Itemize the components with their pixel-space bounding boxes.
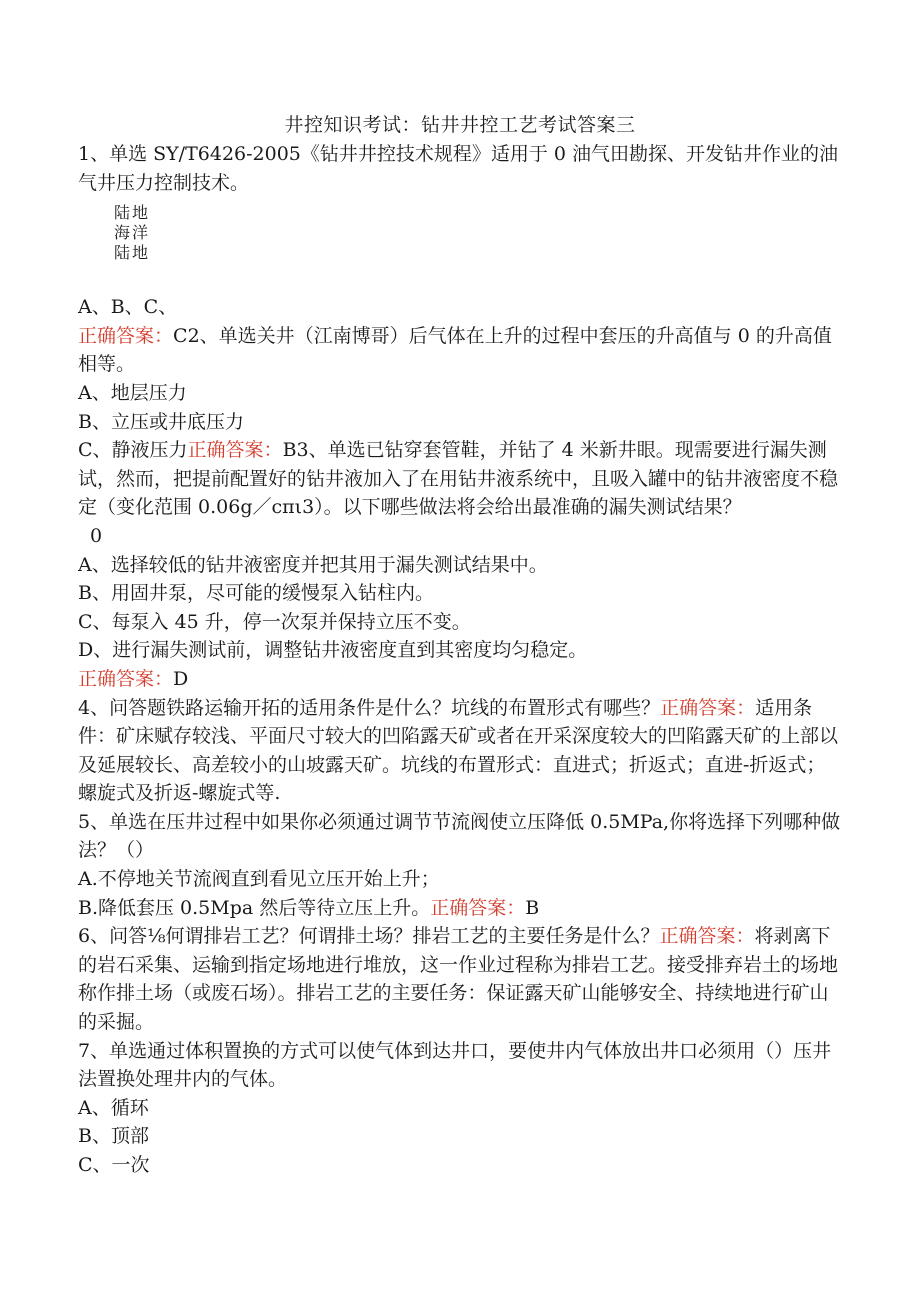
question-5-text: 5、单选在压井过程中如果你必须通过调节节流阀使立压降低 0.5MPa,你将选择下列哪种做法？（） (78, 810, 841, 862)
answer-label: 正确答案： (659, 925, 755, 948)
question-5-last-option-line (78, 894, 844, 923)
question-1-answer-line (78, 322, 844, 379)
answer-value: B (282, 439, 297, 462)
answer-label: 正确答案： (78, 324, 174, 347)
option: B.降低套压 0.5Mpa 然后等待立压上升。 (78, 896, 431, 919)
option: B、立压或井底压力 (78, 410, 244, 433)
option: A、循环 (78, 1096, 149, 1119)
answer-value: 将剥离下的岩石采集、运输到指定场地进行堆放，这一作业过程称为排岩工艺。接受排弃岩土的场地称作排土场（或废石场）。排岩工艺的主要任务：保证露天矿山能够安全、持续地进行矿山的采掘。 (78, 925, 839, 1034)
question-1-text: 1、单选 SY/T6426-2005《钻井井控技术规程》适用于 0 油气田勘探、开发钻井作业的油气井压力控制技术。 (78, 143, 839, 194)
image-option-label: 陆地 (114, 203, 151, 223)
answer-value: D (173, 667, 189, 690)
question-3-answer-line (78, 665, 844, 694)
option: B、顶部 (78, 1125, 149, 1148)
question-6-paragraph (78, 922, 844, 1036)
question-7-text: 7、单选通过体积置换的方式可以使气体到达井口，要使井内气体放出井口必须用（）压井法置换处理井内的气体。 (78, 1039, 832, 1091)
question-3-text: 3、单选已钻穿套管鞋，并钻了 4 米新井眼。现需要进行漏失测试，然而，把提前配置好的钻井液加入了在用钻井液系统中，且吸入罐中的钻井液密度不稳定（变化范围 0.06g／cπι3）。以下哪些做法将会给出最准确的漏失测试结果？ (78, 439, 839, 519)
option: C、每泵入 45 升，停一次泵并保持立压不变。 (78, 610, 471, 633)
question-4-paragraph (78, 694, 844, 808)
answer-label: 正确答案： (430, 896, 526, 919)
answer-value: B (525, 896, 540, 919)
image-option-label: 海洋 (114, 223, 151, 243)
document-body (78, 140, 844, 1180)
option: D、进行漏失测试前，调整钻井液密度直到其密度均匀稳定。 (78, 639, 588, 662)
question-1-image-options (114, 203, 844, 263)
question-2-text: 2、单选关井（江南博哥）后气体在上升的过程中套压的升高值与 0 的升高值相等。 (78, 324, 832, 376)
question-1-choices: A、B、C、 (78, 296, 178, 319)
option: A.不停地关节流阀直到看见立压开始上升； (78, 868, 440, 891)
image-option-label: 陆地 (114, 243, 151, 263)
option: B、用固井泵，尽可能的缓慢泵入钻柱内。 (78, 582, 434, 605)
option: A、选择较低的钻井液密度并把其用于漏失测试结果中。 (78, 553, 548, 576)
question-2-last-option-line (78, 436, 844, 522)
question-4-text: 4、问答题铁路运输开拓的适用条件是什么？坑线的布置形式有哪些？ (78, 696, 661, 719)
page-title: 井控知识考试：钻井井控工艺考试答案三 (284, 114, 636, 136)
option: C、静液压力 (78, 439, 188, 462)
answer-label: 正确答案： (78, 667, 174, 690)
option: C、一次 (78, 1154, 150, 1176)
answer-label: 正确答案： (187, 439, 283, 462)
question-6-text: 6、问答⅛何谓排岩工艺？何谓排土场？排岩工艺的主要任务是什么？ (78, 925, 660, 948)
option: A、地层压力 (78, 381, 187, 404)
answer-label: 正确答案： (660, 696, 756, 719)
answer-value: C (173, 324, 188, 347)
question-3-blank: 0 (90, 524, 103, 547)
answer-value: 适用条件：矿床赋存较浅、平面尺寸较大的凹陷露天矿或者在开采深度较大的凹陷露天矿的上部以及延展较长、高差较小的山坡露天矿。坑线的布置形式：直进式；折返式；直进-折返式；螺旋式及折返-螺旋式等. (78, 696, 839, 805)
